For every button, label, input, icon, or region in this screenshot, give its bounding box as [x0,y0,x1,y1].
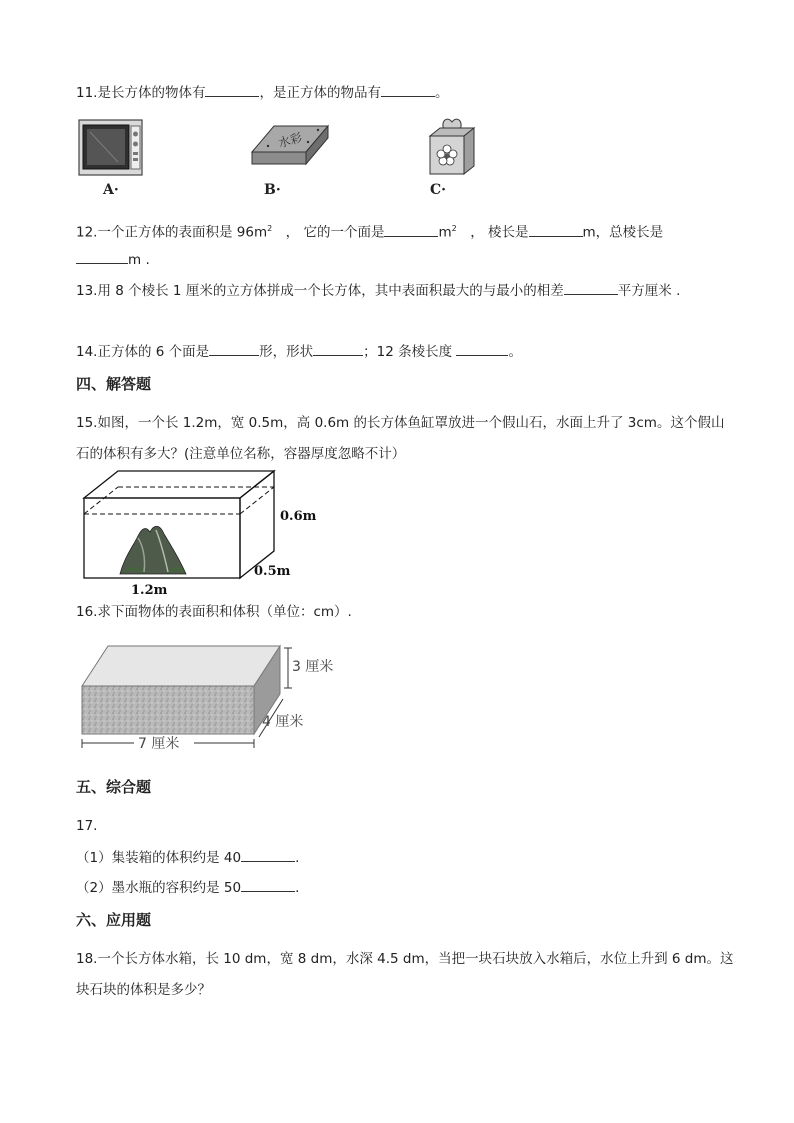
q12-end: m . [128,252,150,268]
q15-line-1: 15.如图，一个长 1.2m，宽 0.5m，高 0.6m 的长方体鱼缸罩放进一个假山石，水面上升了 3cm。这个假山 [76,415,725,431]
option-b-label: B· [264,182,281,198]
q11-blank-2[interactable] [381,84,435,97]
q12-text-line2 [76,251,150,269]
tissue-box-image [424,114,480,182]
q14-middle-2: ；12 条棱长度 [363,344,453,360]
q14-blank-3[interactable] [456,343,508,356]
q14-blank-2[interactable] [313,343,363,356]
option-a-label: A· [103,182,119,198]
q18-line-1: 18.一个长方体水箱，长 10 dm，宽 8 dm，水深 4.5 dm，当把一块石块放入水箱后，水位上升到 6 dm。这 [76,951,734,967]
q11-figure-row [76,112,481,205]
q12-blank-1[interactable] [384,224,438,237]
paint-box-text: 水彩 [276,130,304,151]
q17-number: 17. [76,818,98,834]
q14-prefix: 14.正方体的 6 个面是 [76,344,210,360]
q13-prefix: 13.用 8 个棱长 1 厘米的立方体拼成一个长方体，其中表面积最大的与最小的相差 [76,283,564,299]
section-6-title: 六、应用题 [76,911,152,929]
q12-blank-3[interactable] [76,251,128,264]
cuboid-diagram [76,640,346,755]
q14-text [76,343,522,361]
q11-blank-1[interactable] [205,84,259,97]
q17-item-2 [76,879,299,897]
q14-blank-1[interactable] [209,343,259,356]
q11-prefix: 11.是长方体的物体有 [76,85,206,101]
section-4-title: 四、解答题 [76,375,152,393]
paint-box-image [248,122,332,174]
q12-sup-2: 2 [451,224,457,233]
tank-height-label: 0.6m [280,509,317,524]
cuboid-height-label: 3 厘米 [292,659,334,675]
cuboid-length-label: 7 厘米 [138,736,180,752]
microwave-oven-image [78,118,144,178]
option-c-label: C· [430,182,447,198]
q11-text [76,84,448,102]
q11-middle: ，是正方体的物品有 [259,85,381,101]
q17-blank-2[interactable] [241,879,295,892]
q12-unit-1: m [438,224,452,241]
q12-prefix: 12.一个正方体的表面积是 96m [76,224,268,241]
q12-blank-2[interactable] [529,224,583,237]
section-5-title: 五、综合题 [76,778,152,796]
q13-suffix: 平方厘米 . [617,283,681,299]
q12-unit-2: m，总棱长是 [582,224,664,241]
tank-width-label: 0.5m [254,564,291,579]
q18-line-2: 块石块的体积是多少？ [76,982,211,998]
q13-text [76,282,680,300]
fish-tank-diagram [76,468,326,598]
q17-blank-1[interactable] [241,849,295,862]
q17-item-2-prefix: （2）墨水瓶的容积约是 50 [76,880,242,896]
q16-text: 16.求下面物体的表面积和体积（单位：cm）. [76,604,352,620]
q12-after-sup: ， 它的一个面是 [272,224,385,241]
q14-middle-1: 形，形状 [259,344,314,360]
q12-sup-1: 2 [267,224,273,233]
q12-text [76,220,663,242]
q17-item-1-suffix: . [295,850,300,866]
q17-item-2-suffix: . [295,880,300,896]
q15-line-2: 石的体积有多大？(注意单位名称，容器厚度忽略不计） [76,446,406,462]
q17-item-1 [76,849,299,867]
tank-length-label: 1.2m [131,583,168,598]
q11-suffix: 。 [434,85,449,101]
cuboid-width-label: 4 厘米 [262,714,304,730]
q14-suffix: 。 [508,344,522,360]
q12-middle: ， 棱长是 [456,224,529,241]
q13-blank[interactable] [564,282,618,295]
q17-item-1-prefix: （1）集装箱的体积约是 40 [76,850,242,866]
rock-image [120,526,186,574]
